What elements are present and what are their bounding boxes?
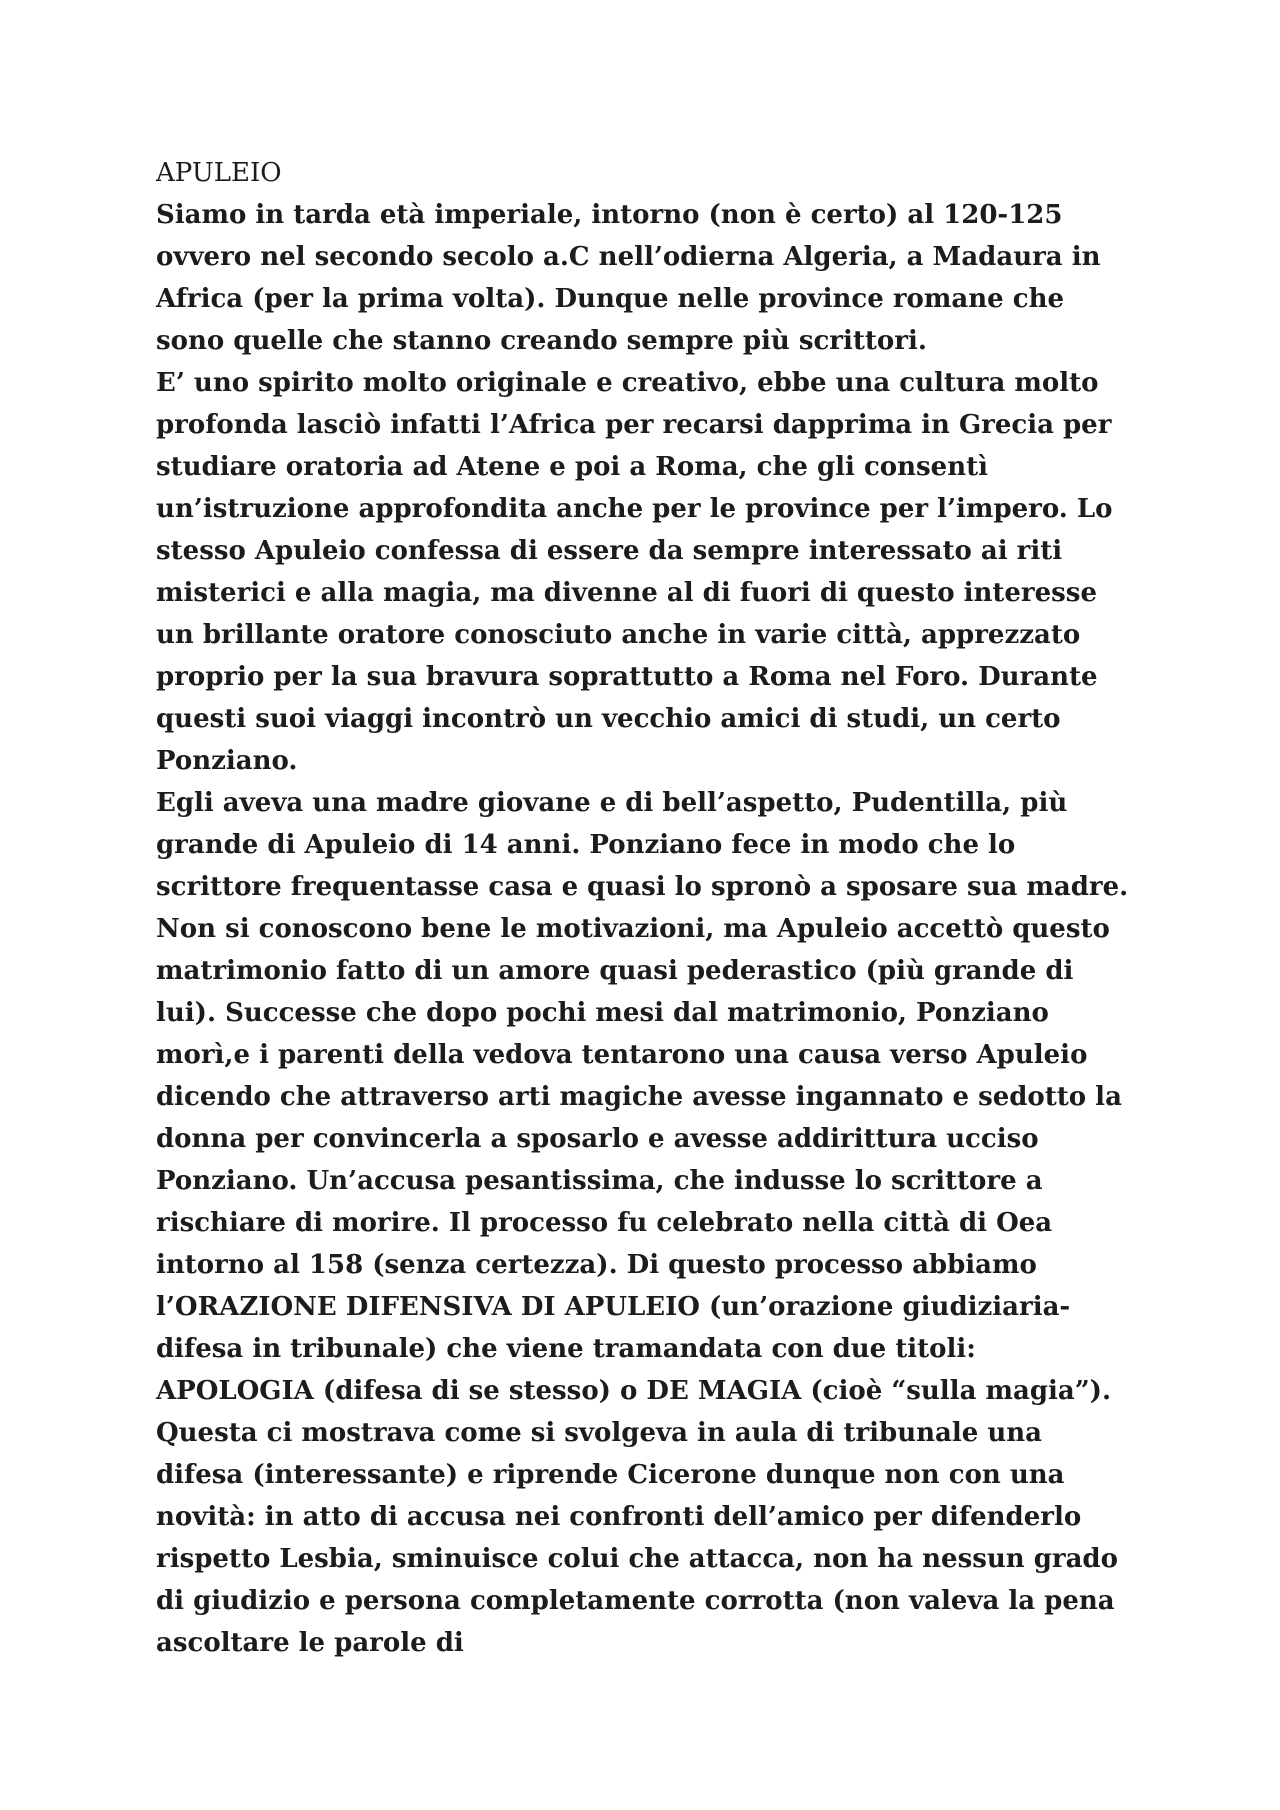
paragraph-birth: Siamo in tarda età imperiale, intorno (non è certo) al 120-125 ovvero nel secondo secolo a.C nell’odierna Algeria, a Madaura in Africa (per la prima volta). Dunque nelle province romane che sono quelle che stanno creando sempre più scrittori.	[156, 200, 1101, 356]
paragraph-trial: Egli aveva una madre giovane e di bell’aspetto, Pudentilla, più grande di Apuleio di 14 anni. Ponziano fece in modo che lo scrittore frequentasse casa e quasi lo spronò a sposare sua madre. Non si conoscono bene le motivazioni, ma Apuleio accettò questo matrimonio fatto di un amore quasi pederastico (più grande di lui). Successe che dopo pochi mesi dal matrimonio, Ponziano morì,e i parenti della vedova tentarono una causa verso Apuleio dicendo che attraverso arti magiche avesse ingannato e sedotto la donna per convincerla a sposarlo e avesse addirittura ucciso Ponziano. Un’accusa pesantissima, che indusse lo scrittore a rischiare di morire. Il processo fu celebrato nella città di Oea intorno al 158 (senza certezza). Di questo processo abbiamo l’ORAZIONE DIFENSIVA DI APULEIO (un’orazione giudiziaria-difesa in tribunale) che viene tramandata con due titoli: APOLOGIA (difesa di se stesso) o DE MAGIA (cioè “sulla magia”).	[156, 788, 1129, 1406]
document-title: APULEIO	[156, 158, 282, 188]
document-body	[156, 152, 1136, 1664]
paragraph-education: E’ uno spirito molto originale e creativo, ebbe una cultura molto profonda lasciò infatti l’Africa per recarsi dapprima in Grecia per studiare oratoria ad Atene e poi a Roma, che gli consentì un’istruzione approfondita anche per le province per l’impero. Lo stesso Apuleio confessa di essere da sempre interessato ai riti misterici e alla magia, ma divenne al di fuori di questo interesse un brillante oratore conosciuto anche in varie città, apprezzato proprio per la sua bravura soprattutto a Roma nel Foro. Durante questi suoi viaggi incontrò un vecchio amici di studi, un certo Ponziano.	[156, 368, 1113, 776]
paragraph-apologia: Questa ci mostrava come si svolgeva in aula di tribunale una difesa (interessante) e riprende Cicerone dunque non con una novità: in atto di accusa nei confronti dell’amico per difenderlo rispetto Lesbia, sminuisce colui che attacca, non ha nessun grado di giudizio e persona completamente corrotta (non valeva la pena ascoltare le parole di	[156, 1418, 1118, 1658]
